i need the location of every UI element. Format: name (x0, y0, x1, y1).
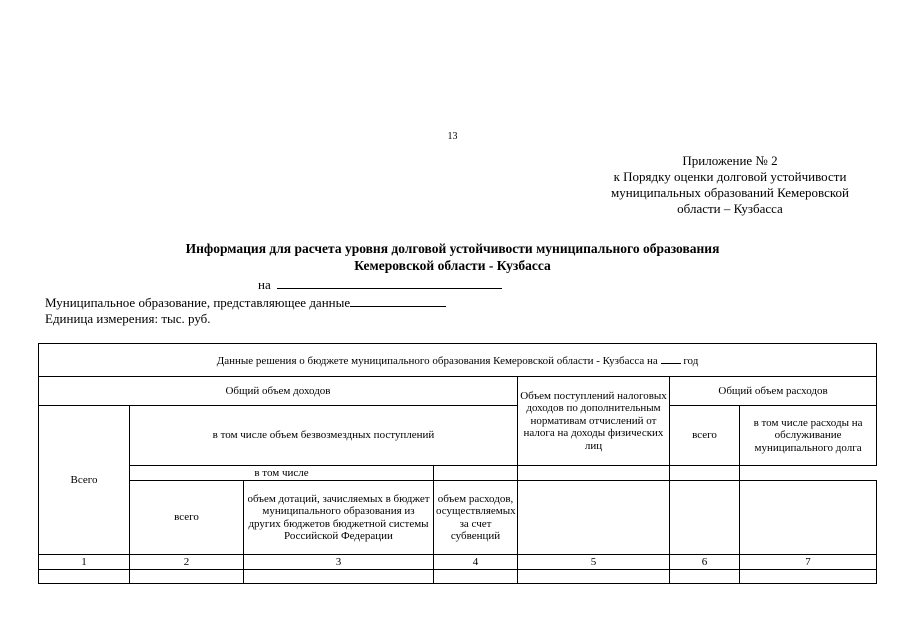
unit-of-measure: Единица измерения: тыс. руб. (45, 311, 211, 326)
gratuitous-all-header: всего (130, 481, 244, 555)
column-number-row (39, 555, 877, 570)
budget-decision-header: Данные решения о бюджете муниципального образования Кемеровской области - Кузбасса на год (39, 344, 877, 377)
appendix-line: области – Кузбасса (677, 201, 783, 216)
title-line-1: Информация для расчета уровня долговой устойчивости муниципального образования (185, 241, 720, 256)
title-line-2: Кемеровской области - Кузбасса (354, 258, 551, 273)
column-number: 2 (130, 555, 244, 570)
total-income-header: Общий объем доходов (39, 377, 518, 406)
data-cell[interactable] (130, 570, 244, 584)
table-header-row (39, 406, 877, 466)
budget-data-table (38, 343, 877, 584)
column-number: 3 (244, 555, 434, 570)
total-header: Всего (39, 406, 130, 555)
empty-cell (670, 466, 740, 481)
document-title (0, 240, 905, 274)
gratuitous-receipts-header: в том числе объем безвозмездных поступлений (130, 406, 518, 466)
municipality-field-label: Муниципальное образование, представляющее данные (45, 295, 351, 310)
table-data-row (39, 570, 877, 584)
municipality-field-blank[interactable] (350, 294, 446, 307)
data-cell[interactable] (518, 570, 670, 584)
date-field-row (258, 276, 502, 293)
table-header-row (39, 344, 877, 377)
including-header: в том числе (130, 466, 434, 481)
empty-cell (740, 481, 877, 555)
column-number: 6 (670, 555, 740, 570)
table-header-row (39, 466, 877, 481)
debt-service-header: в том числе расходы на обслуживание муниципального долга (740, 406, 877, 466)
subventions-header: объем расходов, осуществляемых за счет субвенций (434, 481, 518, 555)
data-cell[interactable] (670, 570, 740, 584)
empty-cell (518, 481, 670, 555)
data-cell[interactable] (39, 570, 130, 584)
year-blank (661, 353, 681, 364)
date-field-blank[interactable] (277, 276, 502, 289)
municipality-field-row (45, 294, 446, 311)
subsidies-header: объем дотаций, зачисляемых в бюджет муниципального образования из других бюджетов бюджетной системы Российской Федерации (244, 481, 434, 555)
data-cell[interactable] (244, 570, 434, 584)
empty-cell (670, 481, 740, 555)
empty-cell (518, 466, 670, 481)
appendix-line: муниципальных образований Кемеровской (611, 185, 849, 200)
appendix-line: к Порядку оценки долговой устойчивости (613, 169, 847, 184)
tax-income-header: Объем поступлений налоговых доходов по дополнительным нормативам отчислений от налога на доходы физических лиц (518, 377, 670, 466)
date-field-label: на (258, 277, 271, 292)
data-cell[interactable] (434, 570, 518, 584)
column-number: 1 (39, 555, 130, 570)
table-header-row (39, 377, 877, 406)
empty-cell (434, 466, 518, 481)
expenses-all-header: всего (670, 406, 740, 466)
column-number: 7 (740, 555, 877, 570)
appendix-line: Приложение № 2 (682, 153, 778, 168)
column-number: 5 (518, 555, 670, 570)
total-expenses-header: Общий объем расходов (670, 377, 877, 406)
column-number: 4 (434, 555, 518, 570)
data-cell[interactable] (740, 570, 877, 584)
appendix-block (560, 153, 900, 217)
table-header-row (39, 481, 877, 555)
page-number: 13 (447, 131, 458, 142)
